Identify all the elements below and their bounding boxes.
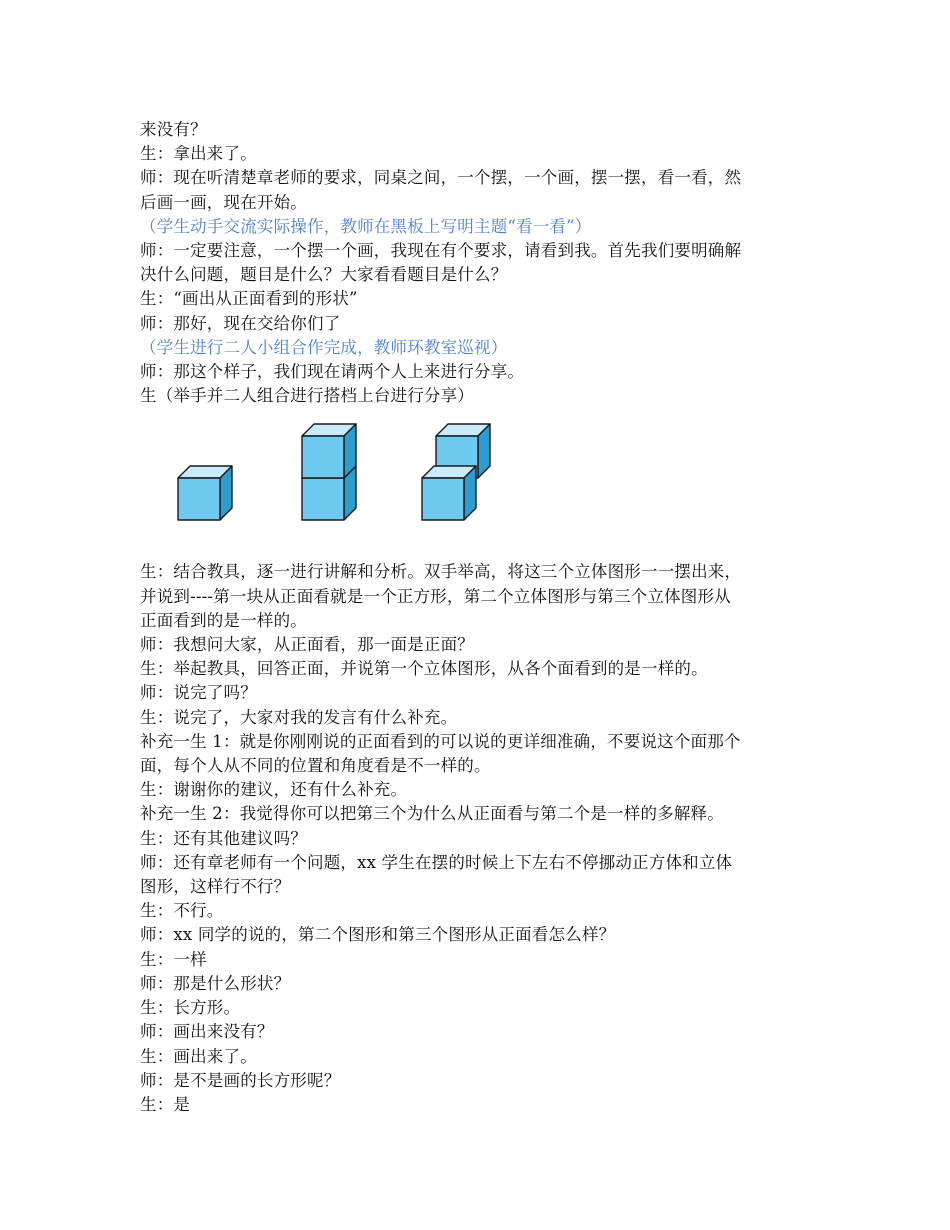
dialogue-line: 生：拿出来了。 bbox=[140, 144, 257, 164]
cube-2-top-front-face bbox=[302, 436, 344, 478]
cube-3-bottom-front-face bbox=[422, 478, 464, 520]
dialogue-line: 生：说完了，大家对我的发言有什么补充。 bbox=[140, 707, 458, 727]
dialogue-line: 补充一生 1：就是你刚刚说的正面看到的可以说的更详细准确，不要说这个面那个 bbox=[140, 731, 741, 751]
document-page bbox=[140, 118, 812, 1117]
dialogue-line: 生：“画出从正面看到的形状” bbox=[140, 289, 358, 309]
dialogue-line: 师：一定要注意，一个摆一个画，我现在有个要求，请看到我。首先我们要明确解 bbox=[140, 241, 742, 261]
dialogue-line: 师：那好，现在交给你们了 bbox=[140, 313, 341, 333]
dialogue-block-before bbox=[140, 118, 812, 408]
stage-direction-line: （学生动手交流实际操作，教师在黑板上写明主题“看一看”） bbox=[140, 216, 592, 236]
dialogue-line: 生：长方形。 bbox=[140, 998, 241, 1018]
cube-1-front-face bbox=[178, 478, 220, 520]
dialogue-line: 面，每个人从不同的位置和角度看是不一样的。 bbox=[140, 756, 491, 776]
dialogue-line: 师：是不是画的长方形呢？ bbox=[140, 1070, 341, 1090]
dialogue-line: 生：不行。 bbox=[140, 901, 224, 921]
dialogue-line: 生：一样 bbox=[140, 949, 207, 969]
cube-figures-svg bbox=[140, 408, 812, 560]
dialogue-line: 师：那是什么形状？ bbox=[140, 973, 291, 993]
stage-direction-line: （学生进行二人小组合作完成，教师环教室巡视） bbox=[140, 337, 508, 357]
dialogue-line: 并说到----第一块从正面看就是一个正方形，第二个立体图形与第三个立体图形从 bbox=[140, 586, 731, 606]
dialogue-block-after bbox=[140, 560, 812, 1117]
dialogue-line: 后画一画，现在开始。 bbox=[140, 192, 307, 212]
dialogue-line: 生：画出来了。 bbox=[140, 1046, 257, 1066]
dialogue-line: 生：举起教具，回答正面，并说第一个立体图形，从各个面看到的是一样的。 bbox=[140, 659, 708, 679]
dialogue-line: 生：结合教具，逐一进行讲解和分析。双手举高，将这三个立体图形一一摆出来， bbox=[140, 562, 742, 582]
dialogue-line: 来没有？ bbox=[140, 120, 207, 139]
dialogue-line: 生：是 bbox=[140, 1094, 191, 1114]
dialogue-line: 图形，这样行不行？ bbox=[140, 877, 291, 897]
dialogue-line: 师：还有章老师有一个问题，xx 学生在摆的时候上下左右不停挪动正方体和立体 bbox=[140, 852, 733, 872]
dialogue-line: 生：还有其他建议吗？ bbox=[140, 828, 307, 848]
dialogue-line: 生：谢谢你的建议，还有什么补充。 bbox=[140, 780, 408, 800]
dialogue-line: 师：画出来没有？ bbox=[140, 1022, 274, 1042]
cube-2-bottom-front-face bbox=[302, 478, 344, 520]
dialogue-line: 生（举手并二人组合进行搭档上台进行分享） bbox=[140, 386, 474, 406]
dialogue-line: 师：现在听清楚章老师的要求，同桌之间，一个摆，一个画，摆一摆，看一看，然 bbox=[140, 168, 742, 188]
dialogue-line: 师：xx 同学的说的，第二个图形和第三个图形从正面看怎么样？ bbox=[140, 925, 616, 945]
dialogue-line: 师：说完了吗？ bbox=[140, 683, 257, 703]
dialogue-line: 决什么问题，题目是什么？大家看看题目是什么？ bbox=[140, 265, 508, 285]
dialogue-line: 正面看到的是一样的。 bbox=[140, 610, 307, 630]
dialogue-line: 师：那这个样子，我们现在请两个人上来进行分享。 bbox=[140, 362, 525, 382]
dialogue-line: 补充一生 2：我觉得你可以把第三个为什么从正面看与第二个是一样的多解释。 bbox=[140, 804, 724, 824]
cube-figures bbox=[140, 408, 812, 560]
dialogue-line: 师：我想问大家，从正面看，那一面是正面？ bbox=[140, 635, 474, 655]
